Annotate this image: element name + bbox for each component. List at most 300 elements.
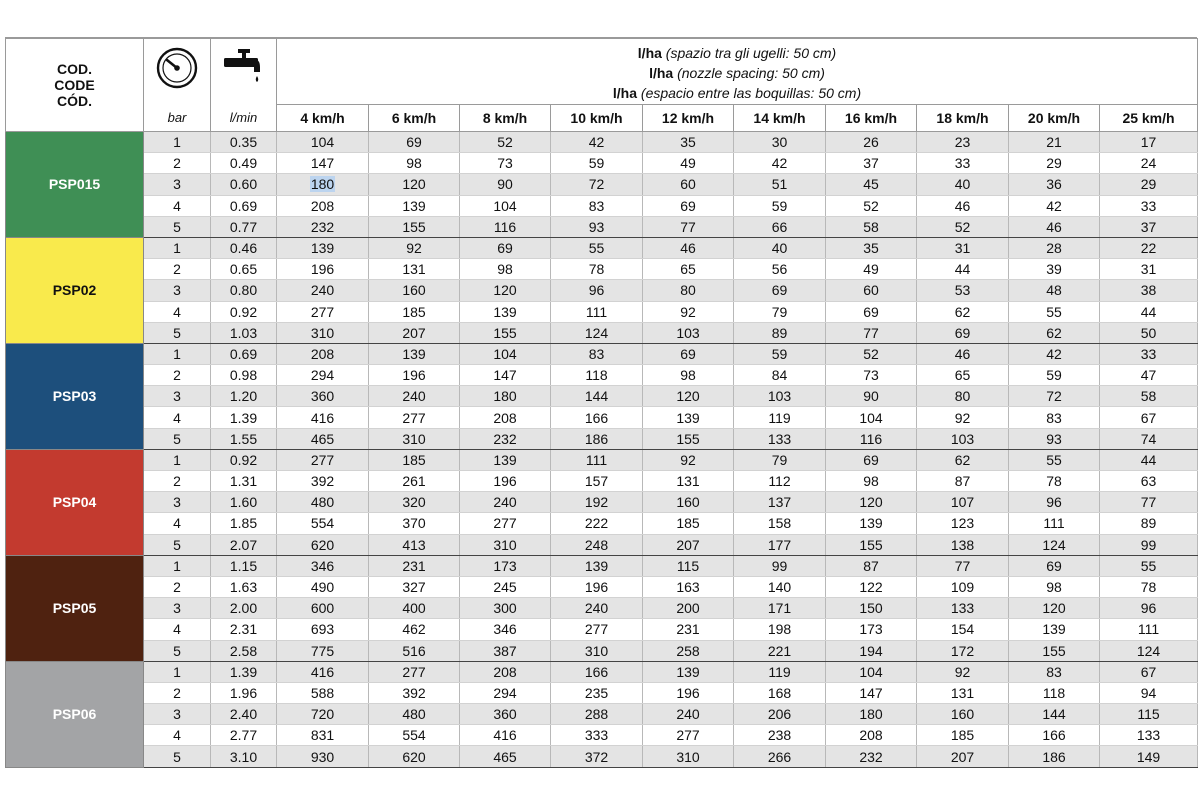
rate-cell: 73 [826, 365, 917, 386]
rate-cell: 277 [460, 513, 551, 534]
rate-line-es: l/ha (espacio entre las boquillas: 50 cm) [612, 84, 862, 101]
table-row [6, 640, 1198, 661]
rate-cell: 240 [369, 386, 460, 407]
pressure-cell: 3 [144, 598, 211, 619]
pressure-unit-label: bar [167, 110, 187, 125]
rate-cell: 300 [460, 598, 551, 619]
rate-cell: 160 [917, 704, 1009, 725]
rate-cell: 44 [1100, 449, 1198, 470]
flow-cell: 1.55 [211, 428, 277, 449]
flow-header [211, 39, 277, 132]
rate-cell: 50 [1100, 322, 1198, 343]
rate-cell: 65 [917, 365, 1009, 386]
rate-cell: 49 [643, 153, 734, 174]
rate-cell: 346 [460, 619, 551, 640]
rate-cell: 26 [826, 132, 917, 153]
rate-cell: 158 [734, 513, 826, 534]
rate-cell: 98 [1009, 576, 1100, 597]
flow-cell: 0.69 [211, 195, 277, 216]
rate-cell: 31 [917, 237, 1009, 258]
rate-cell: 52 [460, 132, 551, 153]
table-row [6, 534, 1198, 555]
rate-cell: 144 [1009, 704, 1100, 725]
rate-cell: 155 [369, 216, 460, 237]
rate-cell: 59 [734, 343, 826, 364]
rate-cell: 55 [1009, 301, 1100, 322]
rate-cell: 92 [643, 449, 734, 470]
rate-cell: 77 [826, 322, 917, 343]
flow-cell: 2.31 [211, 619, 277, 640]
flow-cell: 1.39 [211, 661, 277, 682]
rate-cell: 150 [826, 598, 917, 619]
rate-cell: 185 [369, 449, 460, 470]
table-row [6, 216, 1198, 237]
rate-cell: 133 [1100, 725, 1198, 746]
rate-cell: 80 [643, 280, 734, 301]
pressure-header [144, 39, 211, 132]
rate-cell: 119 [734, 661, 826, 682]
rate-cell: 139 [826, 513, 917, 534]
flow-cell: 0.60 [211, 174, 277, 195]
rate-cell: 49 [826, 259, 917, 280]
pressure-cell: 3 [144, 280, 211, 301]
nozzle-code-cell: PSP04 [6, 449, 144, 555]
rate-cell: 196 [643, 682, 734, 703]
rate-cell: 208 [277, 343, 369, 364]
rate-cell: 277 [551, 619, 643, 640]
rate-cell: 258 [643, 640, 734, 661]
flow-cell: 1.39 [211, 407, 277, 428]
pressure-cell: 3 [144, 704, 211, 725]
rate-cell: 67 [1100, 661, 1198, 682]
table-row [6, 132, 1198, 153]
pressure-cell: 2 [144, 471, 211, 492]
pressure-cell: 2 [144, 153, 211, 174]
rate-cell: 372 [551, 746, 643, 767]
table-row [6, 704, 1198, 725]
rate-cell: 37 [826, 153, 917, 174]
rate-cell: 60 [643, 174, 734, 195]
rate-cell: 231 [643, 619, 734, 640]
table-row [6, 449, 1198, 470]
speed-header: 10 km/h [551, 105, 643, 132]
speed-header: 25 km/h [1100, 105, 1198, 132]
rate-cell: 104 [826, 407, 917, 428]
pressure-cell: 4 [144, 725, 211, 746]
rate-cell: 208 [826, 725, 917, 746]
rate-cell: 207 [643, 534, 734, 555]
rate-cell: 118 [1009, 682, 1100, 703]
rate-cell: 138 [917, 534, 1009, 555]
flow-cell: 2.00 [211, 598, 277, 619]
application-rate-header [277, 39, 1198, 105]
rate-cell: 831 [277, 725, 369, 746]
pressure-cell: 2 [144, 682, 211, 703]
rate-cell: 48 [1009, 280, 1100, 301]
rate-cell: 155 [643, 428, 734, 449]
rate-cell: 42 [734, 153, 826, 174]
rate-cell: 72 [1009, 386, 1100, 407]
rate-cell: 554 [277, 513, 369, 534]
rate-cell: 154 [917, 619, 1009, 640]
flow-cell: 0.98 [211, 365, 277, 386]
rate-cell: 245 [460, 576, 551, 597]
rate-cell: 65 [643, 259, 734, 280]
table-row [6, 153, 1198, 174]
rate-cell: 44 [917, 259, 1009, 280]
rate-cell: 137 [734, 492, 826, 513]
rate-cell: 155 [460, 322, 551, 343]
rate-cell: 46 [917, 343, 1009, 364]
rate-cell: 77 [917, 555, 1009, 576]
rate-cell: 240 [551, 598, 643, 619]
table-row [6, 471, 1198, 492]
rate-cell: 89 [734, 322, 826, 343]
rate-cell: 124 [551, 322, 643, 343]
table-row [6, 492, 1198, 513]
speed-header: 16 km/h [826, 105, 917, 132]
pressure-cell: 1 [144, 661, 211, 682]
rate-cell: 111 [1100, 619, 1198, 640]
rate-cell: 90 [826, 386, 917, 407]
flow-cell: 0.65 [211, 259, 277, 280]
rate-cell: 46 [643, 237, 734, 258]
rate-cell: 73 [460, 153, 551, 174]
rate-cell: 416 [277, 661, 369, 682]
rate-cell: 231 [369, 555, 460, 576]
rate-cell: 59 [551, 153, 643, 174]
rate-cell: 29 [1009, 153, 1100, 174]
rate-cell: 133 [734, 428, 826, 449]
rate-cell: 33 [917, 153, 1009, 174]
pressure-cell: 4 [144, 301, 211, 322]
rate-cell: 196 [460, 471, 551, 492]
rate-cell: 36 [1009, 174, 1100, 195]
rate-cell: 392 [277, 471, 369, 492]
flow-cell: 0.49 [211, 153, 277, 174]
table-row [6, 513, 1198, 534]
rate-cell: 196 [369, 365, 460, 386]
flow-cell: 0.46 [211, 237, 277, 258]
rate-cell: 124 [1100, 640, 1198, 661]
rate-cell: 72 [551, 174, 643, 195]
pressure-cell: 4 [144, 407, 211, 428]
rate-cell: 333 [551, 725, 643, 746]
rate-cell: 196 [277, 259, 369, 280]
rate-cell: 516 [369, 640, 460, 661]
rate-cell: 69 [826, 449, 917, 470]
table-row [6, 280, 1198, 301]
rate-cell: 232 [826, 746, 917, 767]
code-label-es: CÓD. [57, 93, 92, 109]
speed-header: 20 km/h [1009, 105, 1100, 132]
rate-cell: 327 [369, 576, 460, 597]
flow-cell: 1.96 [211, 682, 277, 703]
rate-cell: 416 [460, 725, 551, 746]
pressure-cell: 4 [144, 195, 211, 216]
rate-cell: 55 [551, 237, 643, 258]
rate-cell: 266 [734, 746, 826, 767]
rate-cell: 52 [917, 216, 1009, 237]
table-row [6, 661, 1198, 682]
rate-cell: 22 [1100, 237, 1198, 258]
rate-cell: 400 [369, 598, 460, 619]
code-label-it: COD. [57, 61, 92, 77]
table-row [6, 682, 1198, 703]
rate-cell: 775 [277, 640, 369, 661]
flow-cell: 0.77 [211, 216, 277, 237]
rate-cell: 173 [826, 619, 917, 640]
rate-cell: 92 [917, 407, 1009, 428]
rate-cell: 310 [277, 322, 369, 343]
rate-cell: 554 [369, 725, 460, 746]
rate-cell: 120 [460, 280, 551, 301]
rate-cell [277, 174, 369, 195]
rate-cell: 277 [277, 301, 369, 322]
flow-unit-label: l/min [229, 110, 258, 125]
rate-cell: 83 [551, 343, 643, 364]
rate-cell: 83 [1009, 661, 1100, 682]
rate-cell: 29 [1100, 174, 1198, 195]
rate-cell: 58 [826, 216, 917, 237]
rate-cell: 392 [369, 682, 460, 703]
rate-cell: 42 [1009, 343, 1100, 364]
rate-cell: 147 [277, 153, 369, 174]
rate-cell: 115 [1100, 704, 1198, 725]
rate-cell: 120 [369, 174, 460, 195]
rate-cell: 310 [643, 746, 734, 767]
rate-cell: 320 [369, 492, 460, 513]
table-row [6, 386, 1198, 407]
rate-cell: 172 [917, 640, 1009, 661]
flow-cell: 1.85 [211, 513, 277, 534]
rate-cell: 30 [734, 132, 826, 153]
rate-cell: 185 [643, 513, 734, 534]
rate-cell: 720 [277, 704, 369, 725]
rate-cell: 192 [551, 492, 643, 513]
rate-cell: 238 [734, 725, 826, 746]
pressure-cell: 1 [144, 449, 211, 470]
rate-cell: 115 [643, 555, 734, 576]
rate-cell: 160 [369, 280, 460, 301]
rate-cell: 166 [551, 661, 643, 682]
pressure-cell: 5 [144, 746, 211, 767]
rate-cell: 99 [734, 555, 826, 576]
pressure-cell: 1 [144, 555, 211, 576]
pressure-cell: 5 [144, 534, 211, 555]
rate-cell: 120 [1009, 598, 1100, 619]
rate-cell: 103 [917, 428, 1009, 449]
rate-cell: 122 [826, 576, 917, 597]
rate-cell: 104 [826, 661, 917, 682]
rate-cell: 116 [826, 428, 917, 449]
table-row [6, 259, 1198, 280]
rate-cell: 185 [369, 301, 460, 322]
rate-cell: 92 [369, 237, 460, 258]
pressure-cell: 1 [144, 237, 211, 258]
rate-cell: 69 [917, 322, 1009, 343]
rate-cell: 87 [917, 471, 1009, 492]
rate-cell: 139 [460, 449, 551, 470]
rate-cell: 44 [1100, 301, 1198, 322]
rate-cell: 17 [1100, 132, 1198, 153]
nozzle-code-cell: PSP03 [6, 343, 144, 449]
rate-cell: 240 [643, 704, 734, 725]
table-row [6, 746, 1198, 767]
rate-cell: 588 [277, 682, 369, 703]
rate-cell: 240 [460, 492, 551, 513]
rate-cell: 104 [277, 132, 369, 153]
rate-cell: 93 [1009, 428, 1100, 449]
nozzle-code-cell: PSP015 [6, 132, 144, 238]
flow-cell: 0.69 [211, 343, 277, 364]
rate-cell: 387 [460, 640, 551, 661]
flow-cell: 1.15 [211, 555, 277, 576]
nozzle-code-cell: PSP05 [6, 555, 144, 661]
rate-cell: 620 [277, 534, 369, 555]
rate-cell: 35 [643, 132, 734, 153]
rate-cell: 31 [1100, 259, 1198, 280]
rate-cell: 160 [643, 492, 734, 513]
rate-cell: 35 [826, 237, 917, 258]
rate-cell: 123 [917, 513, 1009, 534]
speed-header: 8 km/h [460, 105, 551, 132]
pressure-cell: 1 [144, 343, 211, 364]
selected-text-highlight: 180 [310, 176, 335, 193]
rate-cell: 79 [734, 449, 826, 470]
rate-cell: 39 [1009, 259, 1100, 280]
nozzle-code-cell: PSP06 [6, 661, 144, 767]
flow-cell: 0.92 [211, 301, 277, 322]
rate-cell: 45 [826, 174, 917, 195]
rate-cell: 62 [917, 449, 1009, 470]
rate-cell: 155 [1009, 640, 1100, 661]
rate-cell: 310 [460, 534, 551, 555]
rate-cell: 33 [1100, 343, 1198, 364]
rate-cell: 62 [917, 301, 1009, 322]
rate-cell: 147 [826, 682, 917, 703]
flow-cell: 1.20 [211, 386, 277, 407]
table-body [6, 132, 1198, 768]
rate-cell: 37 [1100, 216, 1198, 237]
rate-cell: 180 [826, 704, 917, 725]
rate-cell: 163 [643, 576, 734, 597]
rate-cell: 465 [277, 428, 369, 449]
rate-cell: 480 [369, 704, 460, 725]
rate-cell: 109 [917, 576, 1009, 597]
rate-cell: 79 [734, 301, 826, 322]
rate-cell: 490 [277, 576, 369, 597]
rate-cell: 80 [917, 386, 1009, 407]
rate-cell: 98 [460, 259, 551, 280]
rate-cell: 310 [551, 640, 643, 661]
rate-cell: 200 [643, 598, 734, 619]
rate-cell: 42 [1009, 195, 1100, 216]
rate-cell: 360 [460, 704, 551, 725]
rate-cell: 69 [369, 132, 460, 153]
table-row [6, 598, 1198, 619]
rate-cell: 62 [1009, 322, 1100, 343]
rate-cell: 277 [643, 725, 734, 746]
rate-cell: 21 [1009, 132, 1100, 153]
pressure-cell: 2 [144, 576, 211, 597]
rate-cell: 83 [1009, 407, 1100, 428]
rate-cell: 288 [551, 704, 643, 725]
rate-cell: 119 [734, 407, 826, 428]
rate-cell: 131 [917, 682, 1009, 703]
rate-cell: 89 [1100, 513, 1198, 534]
rate-cell: 147 [460, 365, 551, 386]
pressure-cell: 5 [144, 322, 211, 343]
rate-cell: 144 [551, 386, 643, 407]
rate-cell: 99 [1100, 534, 1198, 555]
rate-cell: 58 [1100, 386, 1198, 407]
flow-cell: 0.80 [211, 280, 277, 301]
rate-cell: 206 [734, 704, 826, 725]
rate-cell: 118 [551, 365, 643, 386]
rate-cell: 177 [734, 534, 826, 555]
nozzle-code-cell: PSP02 [6, 237, 144, 343]
pressure-cell: 4 [144, 513, 211, 534]
rate-cell: 78 [1009, 471, 1100, 492]
rate-cell: 120 [643, 386, 734, 407]
rate-cell: 116 [460, 216, 551, 237]
rate-cell: 38 [1100, 280, 1198, 301]
rate-cell: 69 [460, 237, 551, 258]
rate-cell: 83 [551, 195, 643, 216]
rate-cell: 52 [826, 343, 917, 364]
rate-cell: 55 [1100, 555, 1198, 576]
rate-cell: 416 [277, 407, 369, 428]
rate-cell: 277 [369, 661, 460, 682]
table-row [6, 195, 1198, 216]
rate-cell: 24 [1100, 153, 1198, 174]
rate-cell: 133 [917, 598, 1009, 619]
rate-cell: 96 [551, 280, 643, 301]
flow-cell: 2.77 [211, 725, 277, 746]
rate-cell: 90 [460, 174, 551, 195]
rate-cell: 346 [277, 555, 369, 576]
rate-cell: 84 [734, 365, 826, 386]
rate-cell: 462 [369, 619, 460, 640]
rate-cell: 185 [917, 725, 1009, 746]
flow-cell: 2.40 [211, 704, 277, 725]
pressure-cell: 4 [144, 619, 211, 640]
rate-cell: 59 [1009, 365, 1100, 386]
rate-cell: 40 [734, 237, 826, 258]
rate-cell: 120 [826, 492, 917, 513]
rate-cell: 168 [734, 682, 826, 703]
rate-cell: 104 [460, 195, 551, 216]
code-label-en: CODE [54, 77, 95, 93]
table-row [6, 237, 1198, 258]
rate-cell: 131 [643, 471, 734, 492]
speed-header: 6 km/h [369, 105, 460, 132]
pressure-cell: 1 [144, 132, 211, 153]
flow-cell: 1.60 [211, 492, 277, 513]
application-rate-table [5, 38, 1198, 768]
rate-cell: 33 [1100, 195, 1198, 216]
rate-cell: 480 [277, 492, 369, 513]
rate-cell: 207 [369, 322, 460, 343]
rate-cell: 23 [917, 132, 1009, 153]
rate-cell: 166 [1009, 725, 1100, 746]
rate-cell: 69 [734, 280, 826, 301]
rate-cell: 157 [551, 471, 643, 492]
rate-cell: 92 [643, 301, 734, 322]
flow-cell: 2.07 [211, 534, 277, 555]
rate-cell: 171 [734, 598, 826, 619]
